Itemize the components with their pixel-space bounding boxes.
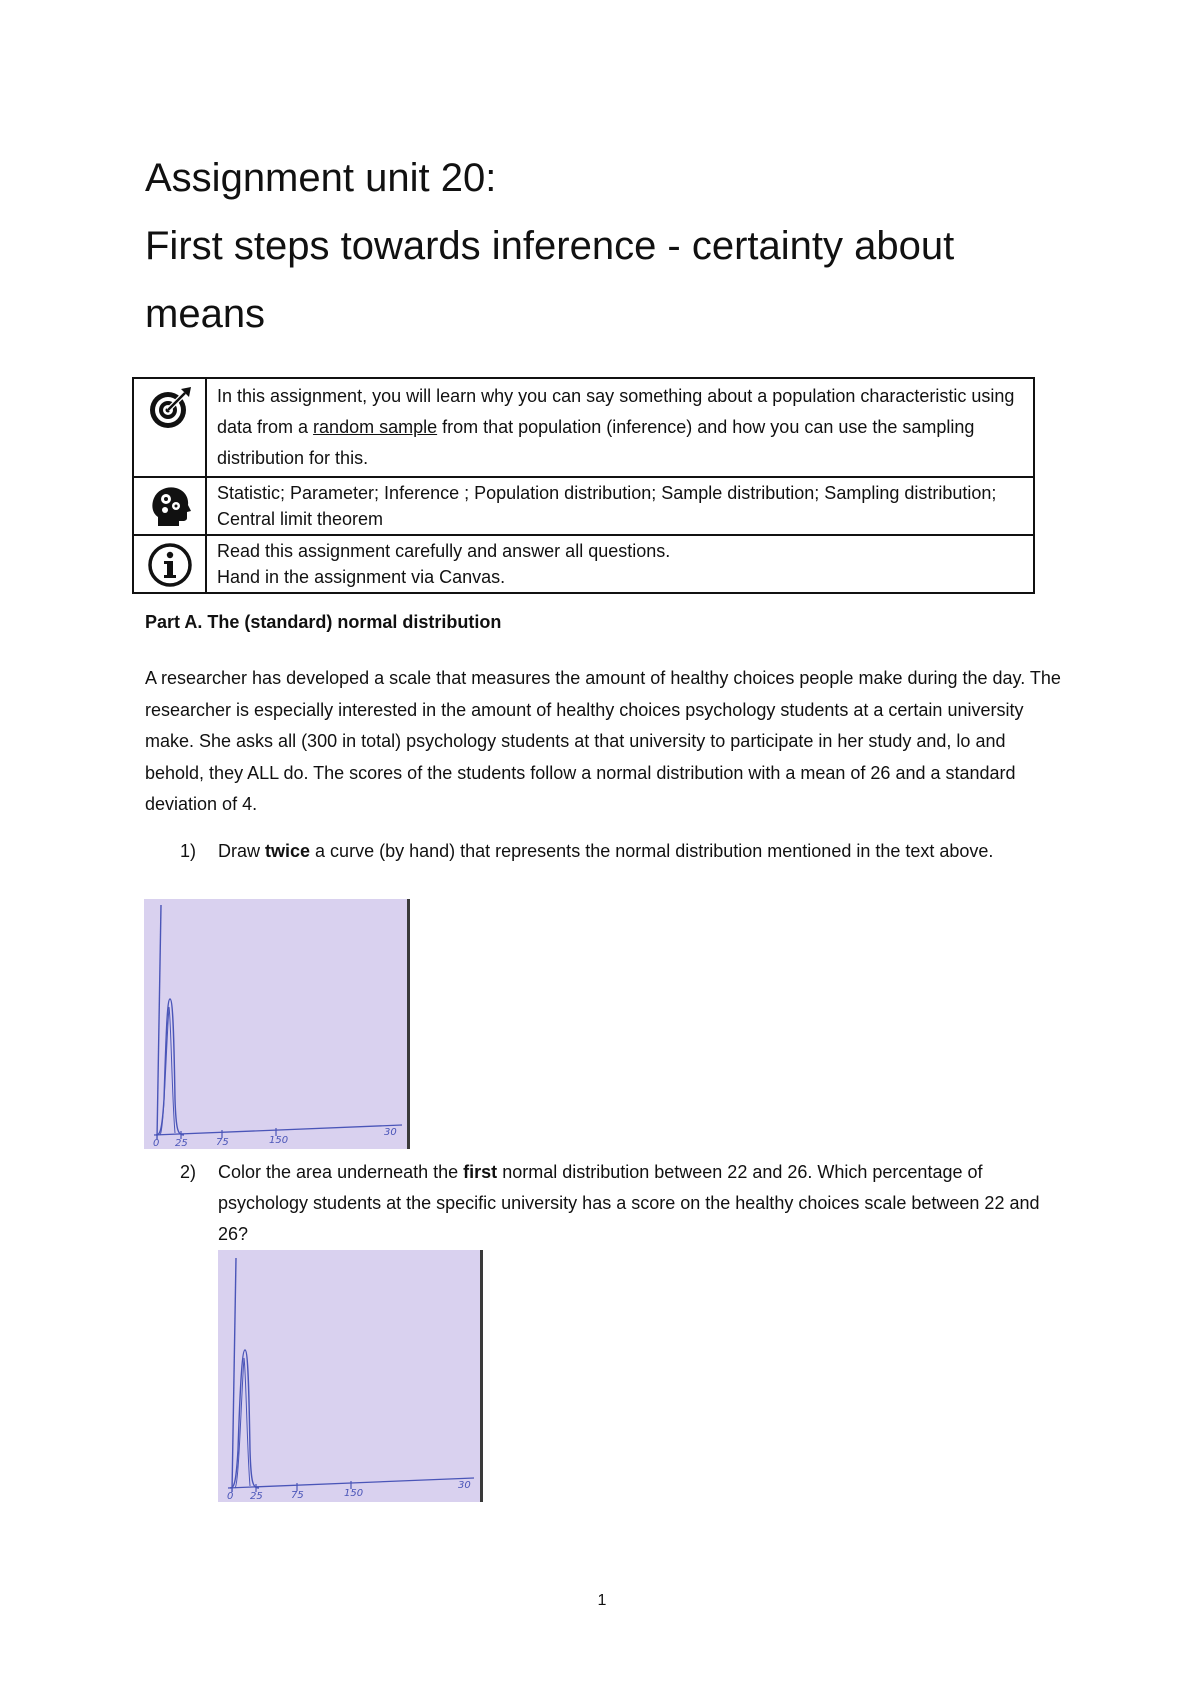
question-1-text-start: Draw	[218, 841, 266, 861]
question-1-number: 1)	[180, 841, 197, 861]
sketch-2-tick-0: 0	[227, 1491, 234, 1502]
part-a-paragraph: A researcher has developed a scale that measures the amount of healthy choices people make during the day. The researcher is especially interested in the amount of healthy choices psychology students at a certain university make. She asks all (300 in total) psychology students at that university to participate in her study and, lo and behold, they ALL do. The scores of the students follow a normal distribution with a mean of 26 and a standard deviation of 4.	[145, 668, 1061, 814]
instructions-text	[206, 535, 1034, 593]
concepts-icon-cell	[133, 477, 206, 535]
question-2-text-start: Color the area underneath the	[218, 1162, 464, 1182]
instructions-line-1: Read this assignment carefully and answer all questions.	[217, 541, 671, 561]
sketch-1-tick-150: 150	[269, 1135, 289, 1146]
assignment-title: Assignment unit 20:	[145, 156, 497, 200]
sketch-2-tick-150: 150	[344, 1488, 364, 1499]
instructions-icon-cell	[133, 535, 206, 593]
goals-text	[206, 378, 1034, 477]
hand-drawn-curve-1	[144, 899, 407, 1149]
sketch-2-tick-25: 25	[250, 1491, 263, 1502]
question-1-text	[218, 836, 1060, 867]
question-2-emphasis: first	[463, 1162, 498, 1182]
page-number: 1	[597, 1592, 607, 1609]
goals-icon-cell	[133, 378, 206, 477]
question-1	[180, 836, 1060, 867]
instructions-line-2: Hand in the assignment via Canvas.	[217, 567, 506, 587]
concepts-text: Statistic; Parameter; Inference ; Population distribution; Sample distribution; Sampling distribution; Central limit theorem	[206, 477, 1034, 535]
sketch-2-tick-75: 75	[291, 1490, 304, 1501]
question-2	[180, 1157, 1060, 1250]
question-1-text-end: a curve (by hand) that represents the normal distribution mentioned in the text above.	[310, 841, 994, 861]
instructions-row	[133, 535, 1034, 593]
hand-drawn-curve-2	[218, 1250, 480, 1502]
goals-row	[133, 378, 1034, 477]
target-icon	[147, 385, 193, 431]
question-1-emphasis: twice	[265, 841, 311, 861]
concepts-row	[133, 477, 1034, 535]
info-icon	[147, 542, 193, 588]
head-gears-icon	[148, 484, 192, 528]
sketch-2-tick-end: 30	[458, 1480, 471, 1491]
sketch-1-tick-75: 75	[216, 1137, 229, 1148]
goals-text-end: from that population (inference) and how you can use the sampling distribution for this.	[217, 417, 975, 468]
question-2-text-end: normal distribution between 22 and 26. Which percentage of psychology students at the specific university has a score on the healthy choices scale between 22 and 26?	[218, 1162, 1040, 1244]
sketch-1-tick-0: 0	[153, 1138, 160, 1149]
answer-sketch-1	[144, 899, 410, 1149]
question-2-number: 2)	[180, 1162, 197, 1182]
sketch-1-tick-25: 25	[175, 1138, 188, 1149]
info-table	[132, 377, 1035, 594]
sketch-1-tick-end: 30	[384, 1127, 397, 1138]
answer-sketch-2	[218, 1250, 483, 1502]
part-a-title: Part A. The (standard) normal distribution	[145, 612, 502, 632]
assignment-subtitle-line-2: means	[145, 292, 266, 336]
assignment-subtitle-line-1: First steps towards inference - certainty about	[145, 224, 955, 268]
random-sample-term: random sample	[313, 417, 438, 437]
goals-text-start: In this assignment, you will learn why you can say something about a population characteristic using data from a	[217, 386, 1015, 437]
question-2-text	[218, 1157, 1060, 1250]
